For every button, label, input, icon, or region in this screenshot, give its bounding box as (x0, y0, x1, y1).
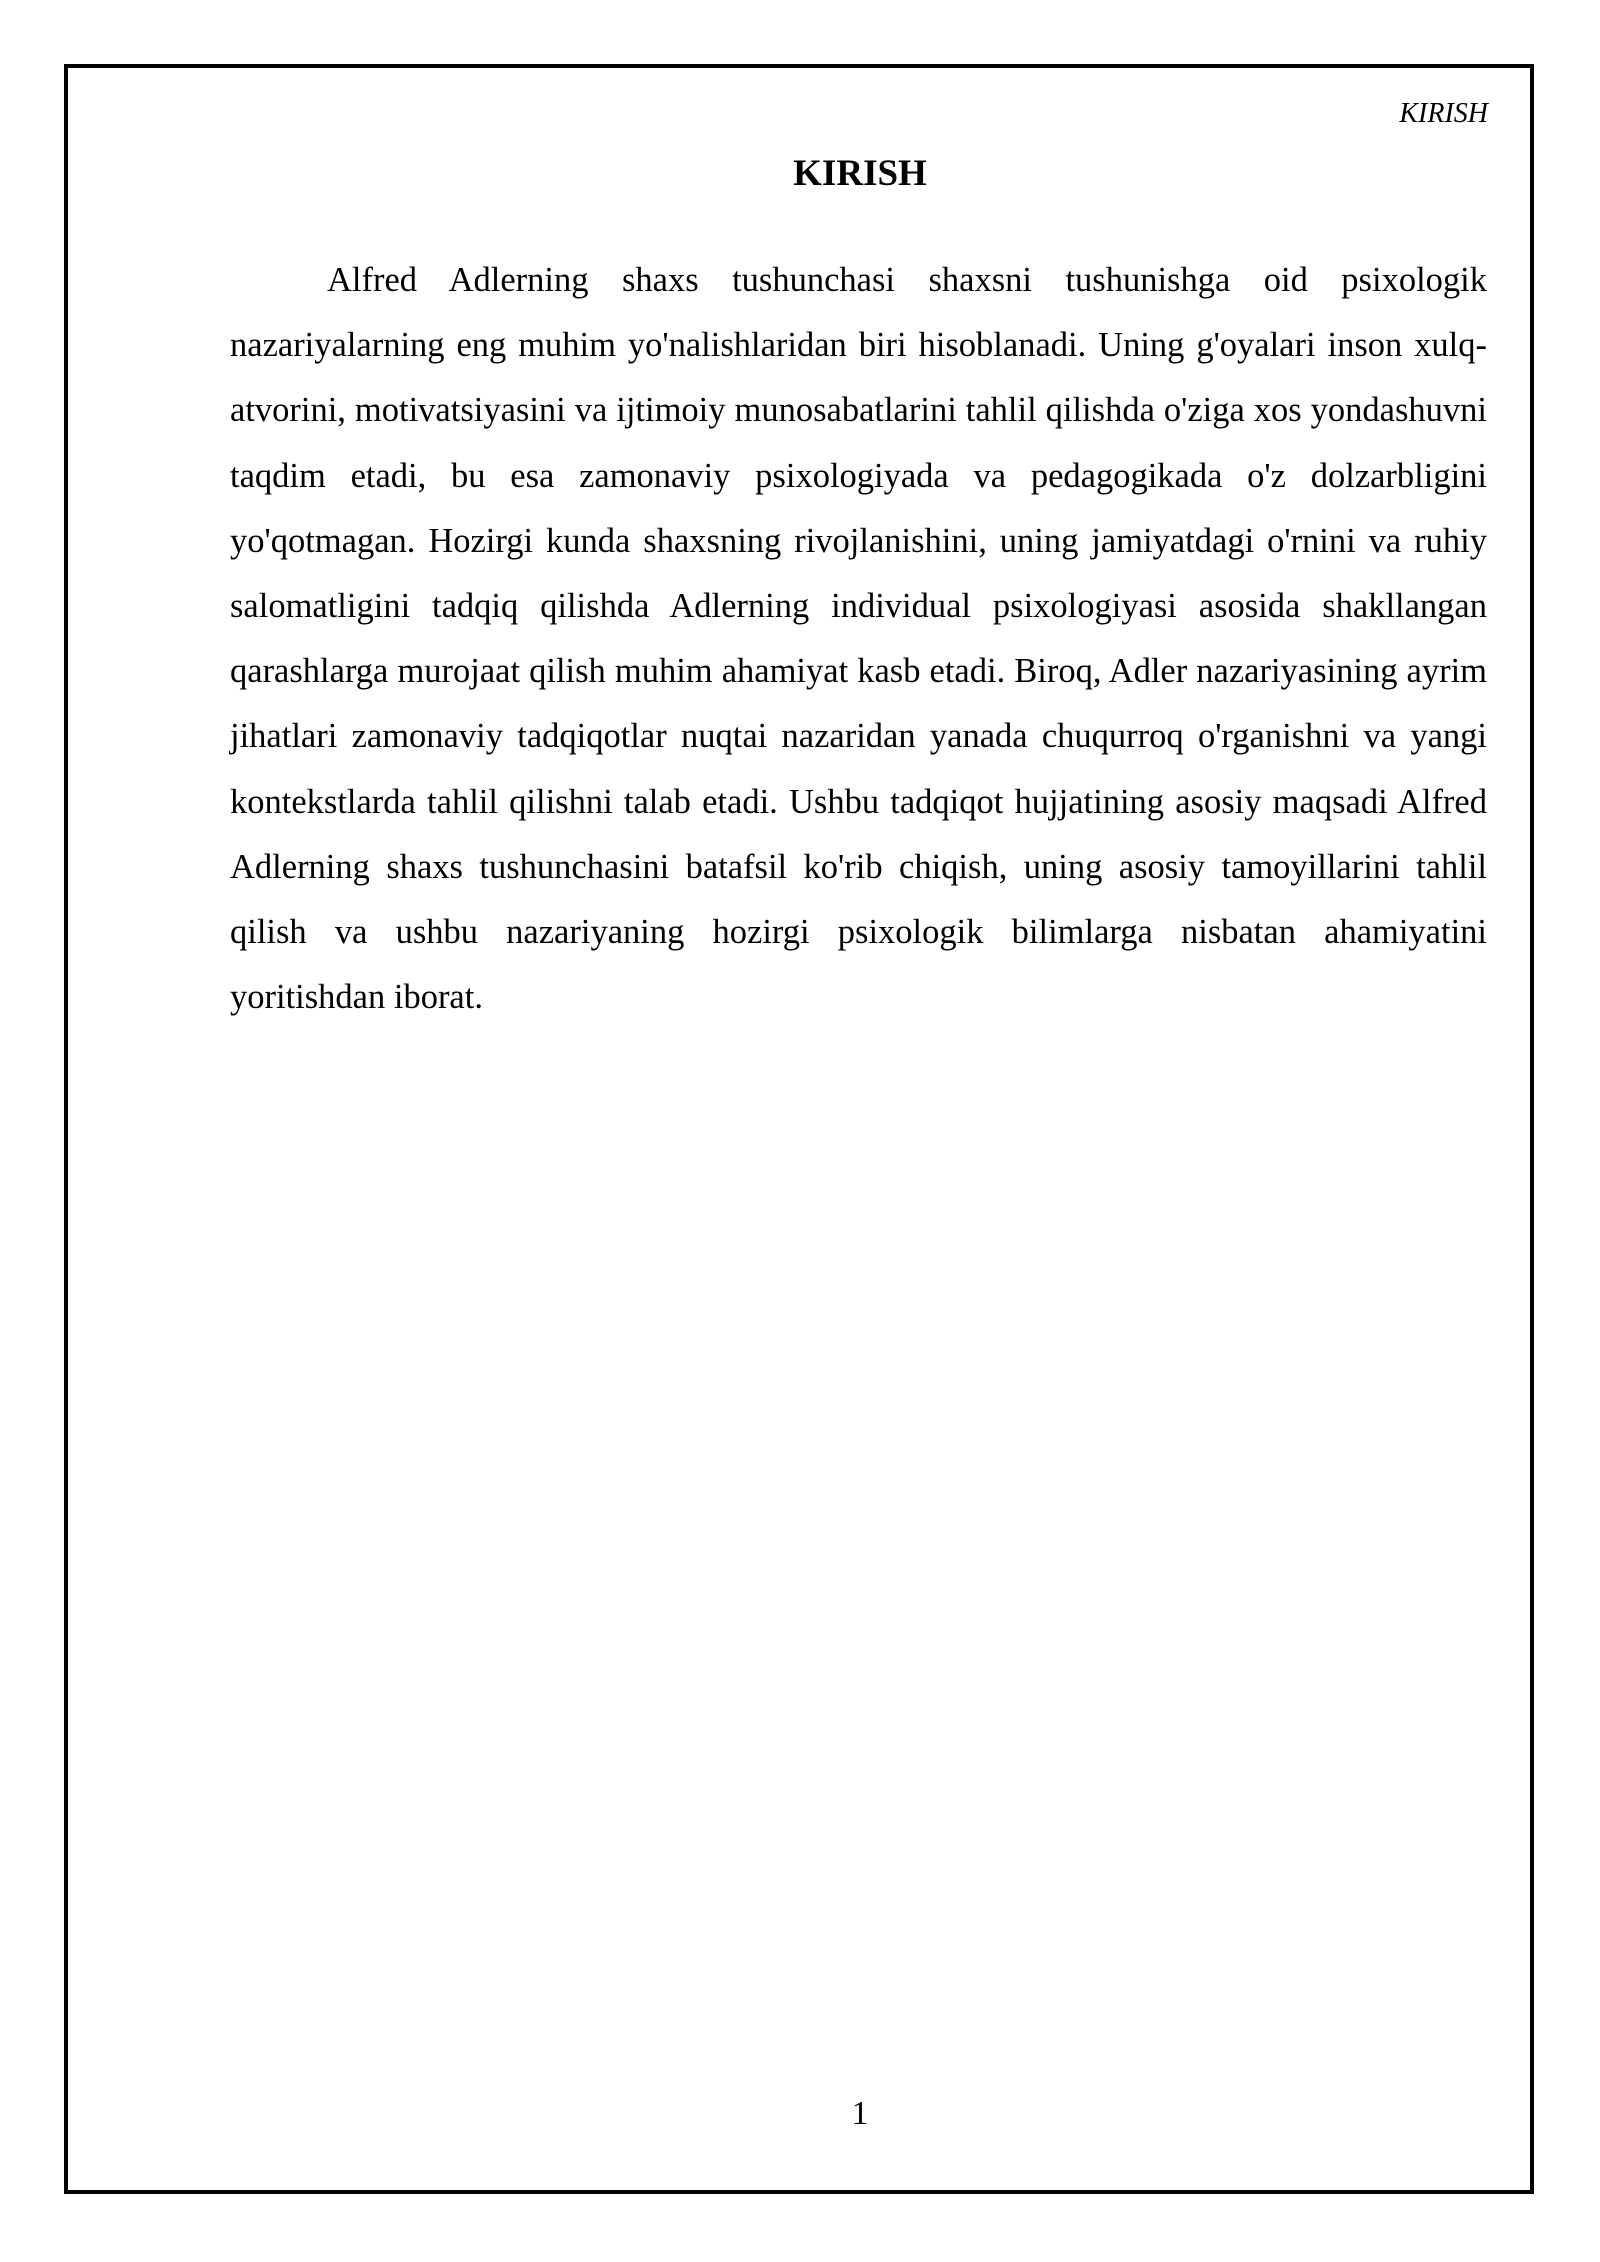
page-number: 1 (851, 2095, 869, 2132)
chapter-title: KIRISH (793, 153, 927, 194)
body-paragraph: Alfred Adlerning shaxs tushunchasi shaxsni tushunishga oid psixologik nazariyalarning eng muhim yo'nalishlaridan biri hisoblanadi. Uning g'oyalari inson xulq-atvorini, motivatsiyasini va ijtimoiy munosabatlarini tahlil qilishda o'ziga xos yondashuvni taqdim etadi, bu esa zamonaviy psixologiyada va pedagogikada o'z dolzarbligini yo'qotmagan. Hozirgi kunda shaxsning rivojlanishini, uning jamiyatdagi o'rnini va ruhiy salomatligini tadqiq qilishda Adlerning individual psixologiyasi asosida shakllangan qarashlarga murojaat qilish muhim ahamiyat kasb etadi. Biroq, Adler nazariyasining ayrim jihatlari zamonaviy tadqiqotlar nuqtai nazaridan yanada chuqurroq o'rganishni va yangi kontekstlarda tahlil qilishni talab etadi. Ushbu tadqiqot hujjatining asosiy maqsadi Alfred Adlerning shaxs tushunchasini batafsil ko'rib chiqish, uning asosiy tamoyillarini tahlil qilish va ushbu nazariyaning hozirgi psixologik bilimlarga nisbatan ahamiyatini yoritishdan iborat. (230, 261, 1487, 1017)
running-header: KIRISH (1399, 98, 1488, 129)
